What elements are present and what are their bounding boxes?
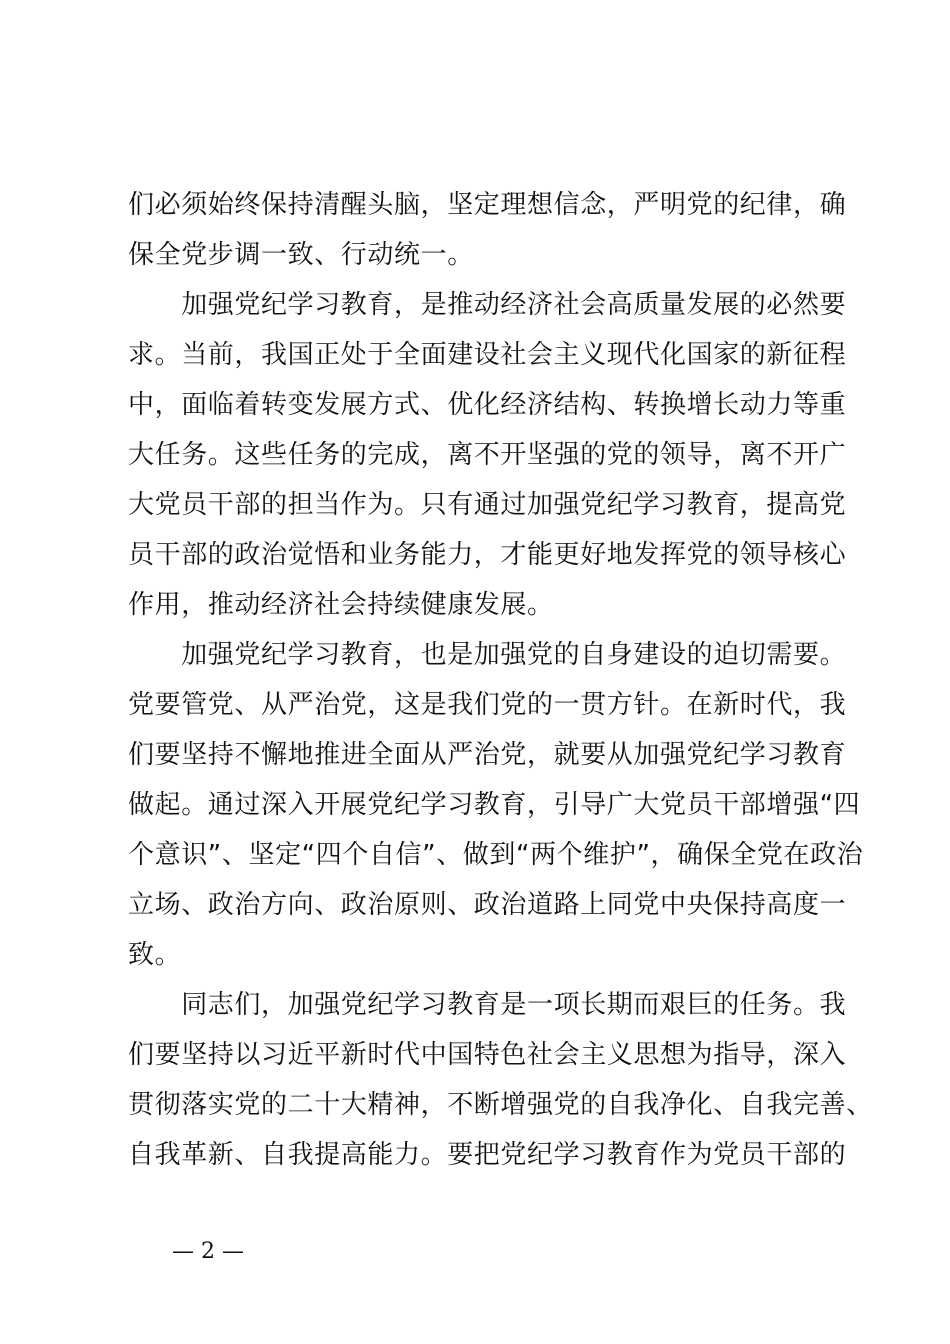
text-line: 们要坚持不懈地推进全面从严治党，就要从加强党纪学习教育 bbox=[128, 740, 847, 770]
text-line: 们必须始终保持清醒头脑，坚定理想信念，严明党的纪律，确 bbox=[128, 190, 847, 220]
text-line: 贯彻落实党的二十大精神，不断增强党的自我净化、自我完善、 bbox=[128, 1090, 873, 1120]
text-line: 做起。通过深入开展党纪学习教育，引导广大党员干部增强“四 bbox=[128, 790, 861, 820]
text-line: 大任务。这些任务的完成，离不开坚强的党的领导，离不开广 bbox=[128, 440, 847, 470]
text-line: 个意识”、坚定“四个自信”、做到“两个维护”，确保全党在政治 bbox=[128, 840, 864, 870]
text-line: 加强党纪学习教育，是推动经济社会高质量发展的必然要 bbox=[128, 290, 847, 320]
text-line: 立场、政治方向、政治原则、政治道路上同党中央保持高度一 bbox=[128, 890, 847, 920]
text-line: 大党员干部的担当作为。只有通过加强党纪学习教育，提高党 bbox=[128, 490, 847, 520]
text-line: 中，面临着转变发展方式、优化经济结构、转换增长动力等重 bbox=[128, 390, 847, 420]
page-number: — 2 — bbox=[172, 1239, 244, 1264]
text-line: 致。 bbox=[128, 940, 182, 970]
text-line: 保全党步调一致、行动统一。 bbox=[128, 240, 474, 270]
text-line: 作用，推动经济社会持续健康发展。 bbox=[128, 590, 554, 620]
text-line: 同志们，加强党纪学习教育是一项长期而艰巨的任务。我 bbox=[128, 990, 847, 1020]
text-line: 求。当前，我国正处于全面建设社会主义现代化国家的新征程 bbox=[128, 340, 847, 370]
text-line: 们要坚持以习近平新时代中国特色社会主义思想为指导，深入 bbox=[128, 1040, 847, 1070]
text-line: 党要管党、从严治党，这是我们党的一贯方针。在新时代，我 bbox=[128, 690, 847, 720]
text-line: 加强党纪学习教育，也是加强党的自身建设的迫切需要。 bbox=[128, 640, 847, 670]
text-line: 员干部的政治觉悟和业务能力，才能更好地发挥党的领导核心 bbox=[128, 540, 847, 570]
text-line: 自我革新、自我提高能力。要把党纪学习教育作为党员干部的 bbox=[128, 1140, 847, 1170]
